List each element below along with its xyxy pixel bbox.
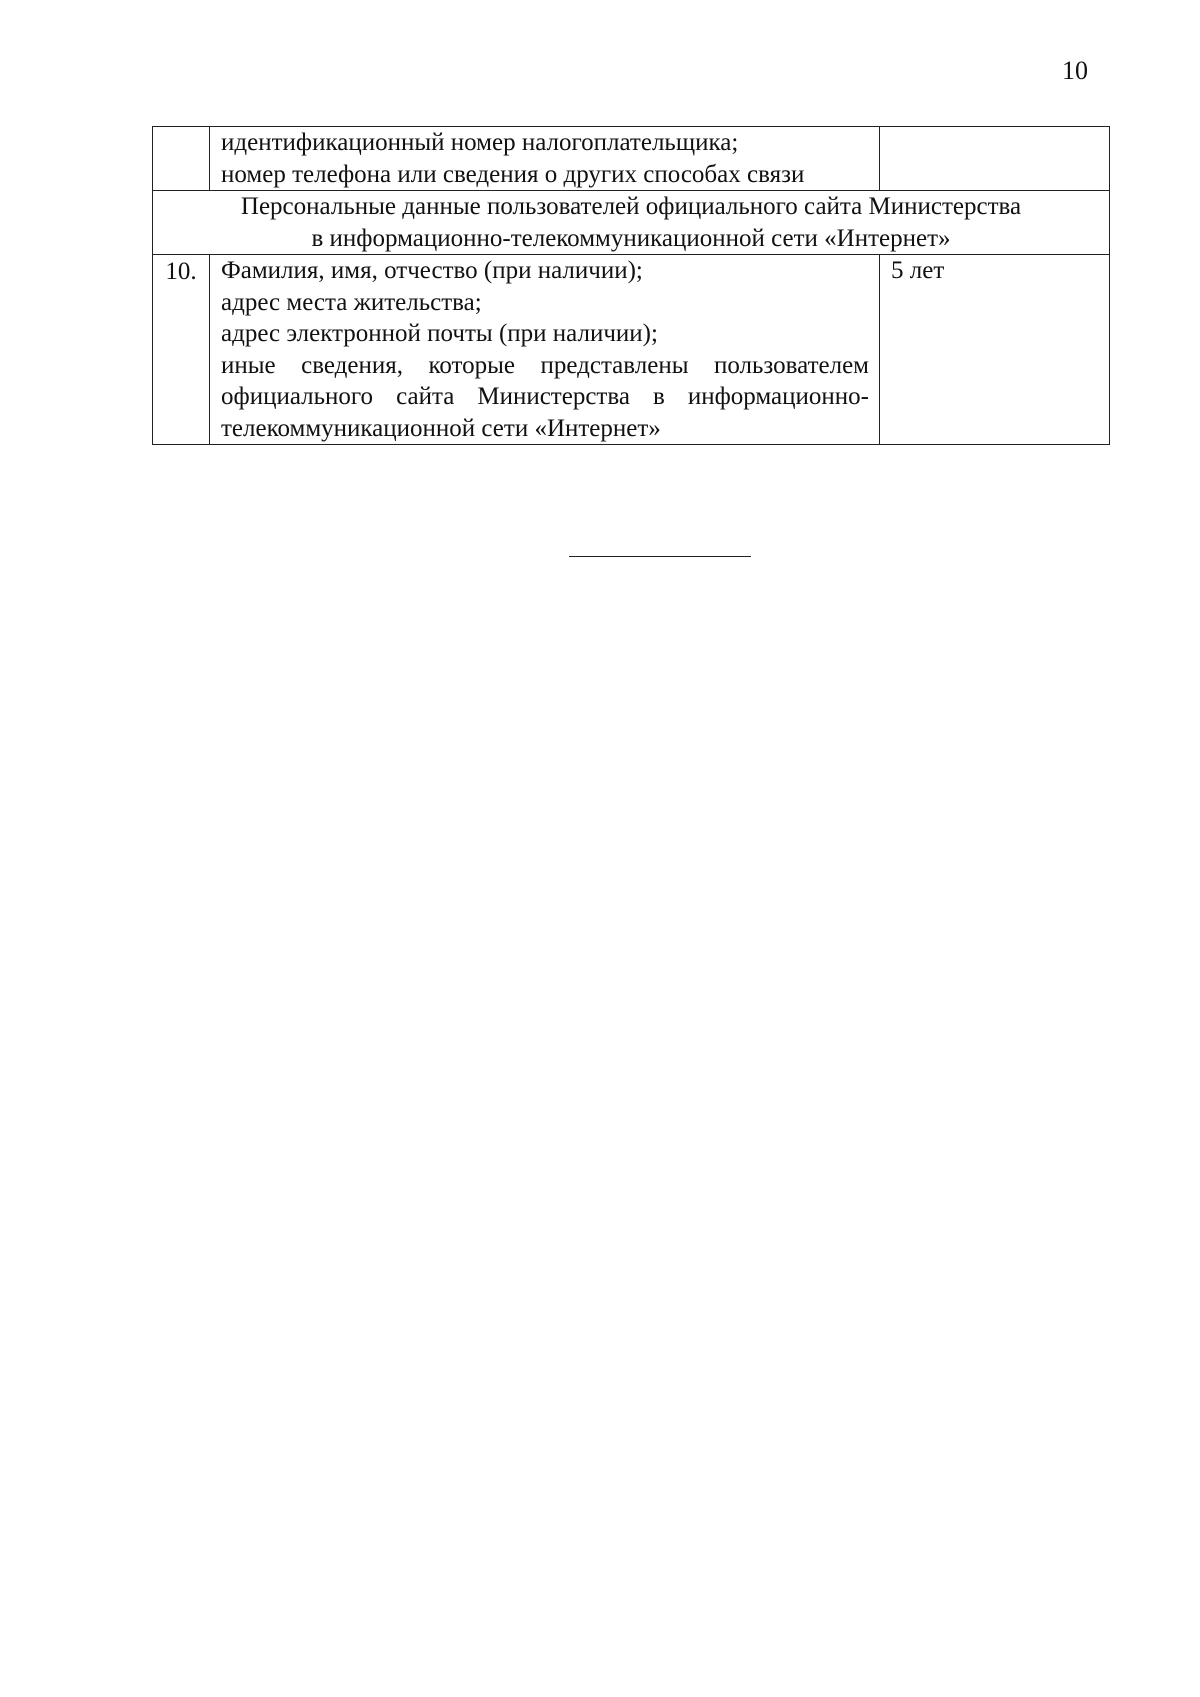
table-row: [153, 255, 1110, 445]
section-header-cell: [153, 191, 1110, 255]
row-number-cell: [153, 127, 210, 191]
row-number-cell: 10.: [153, 255, 210, 445]
data-line: телекоммуникационной сети «Интернет»: [221, 414, 661, 442]
retention-term-cell: [880, 127, 1110, 191]
data-line: официального сайта Министерства в информационно-: [221, 383, 869, 410]
end-separator-line: [569, 556, 751, 557]
section-header-line: в информационно-телекоммуникационной сети «Интернет»: [311, 224, 951, 252]
table-row: [153, 127, 1110, 191]
data-line: иные сведения, которые представлены пользователем: [221, 351, 869, 379]
data-list-cell: [210, 127, 880, 191]
data-line: номер телефона или сведения о других способах связи: [221, 160, 805, 188]
personal-data-table: [152, 126, 1110, 445]
section-header-line: Персональные данные пользователей официального сайта Министерства: [240, 193, 1022, 220]
data-line: адрес электронной почты (при наличии);: [221, 320, 658, 347]
data-line: адрес места жительства;: [221, 288, 482, 316]
page-number: 10: [1062, 56, 1088, 85]
data-line: Фамилия, имя, отчество (при наличии);: [221, 257, 643, 284]
data-line: идентификационный номер налогоплательщика;: [221, 129, 739, 156]
data-list-cell: [210, 255, 880, 445]
retention-term-cell: 5 лет: [880, 255, 1110, 445]
section-header-row: [153, 191, 1110, 255]
